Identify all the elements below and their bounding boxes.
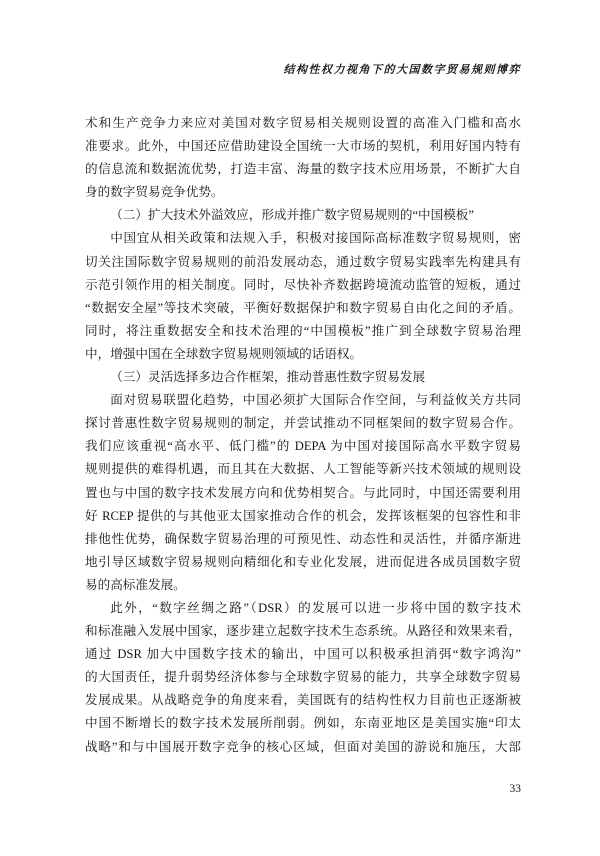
body-line: 示范引领作用的相关制度。同时，尽快补齐数据跨境流动监管的短板，通过 <box>85 277 521 292</box>
body-line: 易的高标准发展。 <box>85 577 186 592</box>
subheading-line: （三）灵活选择多边合作框架，推动普惠性数字贸易发展 <box>110 370 426 385</box>
body-line: 面对贸易联盟化趋势，中国必须扩大国际合作空间，与利益攸关方共同 <box>110 393 521 408</box>
body-line: 地引导区域数字贸易规则向精细化和专业化发展，进而促进各成员国数字贸 <box>85 554 521 569</box>
page-number: 33 <box>509 783 521 795</box>
body-line: 排他性优势，确保数字贸易治理的可预见性、动态性和灵活性，并循序渐进 <box>85 531 521 546</box>
body-line: 的大国责任，提升弱势经济体参与全球数字贸易的能力，共享全球数字贸易 <box>85 670 521 685</box>
body-line: 此外，“数字丝绸之路”（DSR）的发展可以进一步将中国的数字技术 <box>110 600 521 615</box>
body-line: 置也与中国的数字技术发展方向和优势相契合。与此同时，中国还需要利用 <box>85 485 521 500</box>
body-line: 中国不断增长的数字技术发展所削弱。例如，东南亚地区是美国实施“印太 <box>85 716 521 731</box>
body-line: 身的数字贸易竞争优势。 <box>85 185 224 200</box>
body-line: 我们应该重视“高水平、低门槛”的 DEPA 为中国对接国际高水平数字贸易 <box>85 439 521 454</box>
body-line: 战略”和与中国展开数字竞争的核心区域，但面对美国的游说和施压，大部 <box>85 739 521 754</box>
body-line: 探讨普惠性数字贸易规则的制定，并尝试推动不同框架间的数字贸易合作。 <box>85 416 521 431</box>
body-line: 术和生产竞争力来应对美国对数字贸易相关规则设置的高准入门槛和高水 <box>85 116 521 130</box>
body-line: 发展成果。从战略竞争的角度来看，美国既有的结构性权力目前也正逐渐被 <box>85 693 521 708</box>
body-line: 准要求。此外，中国还应借助建设全国统一大市场的契机，利用好国内特有 <box>85 139 521 154</box>
body-line: 切关注国际数字贸易规则的前沿发展动态，通过数字贸易实践率先构建具有 <box>85 254 521 269</box>
subheading-line: （二）扩大技术外溢效应，形成并推广数字贸易规则的“中国模板” <box>110 208 474 223</box>
body-line: 和标准融入发展中国家，逐步建立起数字技术生态系统。从路径和效果来看， <box>85 624 521 639</box>
body-line: 的信息流和数据流优势，打造丰富、海量的数字技术应用场景，不断扩大自 <box>85 162 521 177</box>
text-column <box>85 112 521 759</box>
running-header: 结构性权力视角下的大国数字贸易规则博弈 <box>283 64 521 76</box>
body-line: 通过 DSR 加大中国数字技术的输出，中国可以积极承担消弭“数字鸿沟” <box>85 647 521 662</box>
body-line: 好 RCEP 提供的与其他亚太国家推动合作的机会，发挥该框架的包容性和非 <box>85 508 521 523</box>
body-line: 中，增强中国在全球数字贸易规则领域的话语权。 <box>85 346 363 361</box>
body-line: 规则提供的难得机遇，而且其在大数据、人工智能等新兴技术领域的规则设 <box>85 462 521 477</box>
body-line: “数据安全屋”等技术突破，平衡好数据保护和数字贸易自由化之间的矛盾。 <box>85 300 521 315</box>
body-line: 同时，将注重数据安全和技术治理的“中国模板”推广到全球数字贸易治理 <box>85 323 521 338</box>
body-line: 中国宜从相关政策和法规入手，积极对接国际高标准数字贸易规则，密 <box>110 231 521 246</box>
